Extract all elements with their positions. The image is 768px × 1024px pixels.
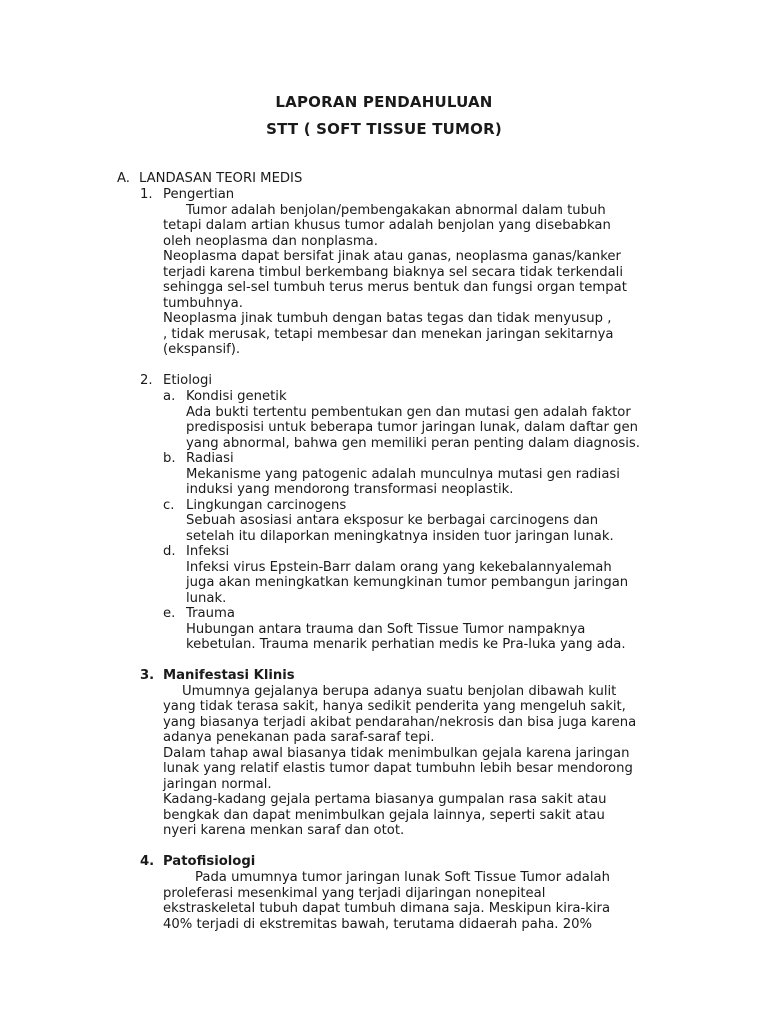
paragraph-line: tumbuhnya. — [163, 296, 243, 311]
paragraph-line: (ekspansif). — [163, 342, 241, 357]
paragraph-line: yang tidak terasa sakit, hanya sedikit penderita yang mengeluh sakit, — [163, 699, 626, 714]
paragraph-line: Hubungan antara trauma dan Soft Tissue Tumor nampaknya — [186, 622, 586, 637]
section-4-heading: Patofisiologi — [163, 854, 256, 869]
paragraph-line: Infeksi virus Epstein-Barr dalam orang yang kekebalannyalemah — [186, 560, 612, 575]
paragraph-line: predisposisi untuk beberapa tumor jaringan lunak, dalam daftar gen — [186, 420, 638, 435]
paragraph-line: proleferasi mesenkimal yang terjadi dijaringan nonepiteal — [163, 886, 546, 901]
paragraph-line: adanya penekanan pada saraf-saraf tepi. — [163, 730, 435, 745]
document-subtitle: STT ( SOFT TISSUE TUMOR) — [266, 120, 502, 138]
paragraph-line: induksi yang mendorong transformasi neoplastik. — [186, 482, 514, 497]
paragraph-line: Dalam tahap awal biasanya tidak menimbulkan gejala karena jaringan — [163, 746, 630, 761]
list-letter: b. — [163, 451, 176, 466]
section-2-number: 2. — [140, 373, 153, 388]
paragraph-line: ekstraskeletal tubuh dapat tumbuh dimana saja. Meskipun kira-kira — [163, 901, 611, 916]
paragraph-line: lunak. — [186, 591, 227, 606]
section-2-heading: Etiologi — [163, 373, 213, 388]
list-item-title: Radiasi — [186, 451, 234, 466]
paragraph-line: , tidak merusak, tetapi membesar dan menekan jaringan sekitarnya — [163, 327, 614, 342]
section-3-number: 3. — [140, 668, 155, 683]
paragraph-line: oleh neoplasma dan nonplasma. — [163, 234, 378, 249]
paragraph-line: Tumor adalah benjolan/pembengakakan abnormal dalam tubuh — [186, 203, 606, 218]
paragraph-line: Pada umumnya tumor jaringan lunak Soft Tissue Tumor adalah — [195, 870, 610, 885]
section-4-number: 4. — [140, 854, 155, 869]
paragraph-line: setelah itu dilaporkan meningkatnya insiden tuor jaringan lunak. — [186, 529, 614, 544]
paragraph-line: yang abnormal, bahwa gen memiliki peran penting dalam diagnosis. — [186, 436, 640, 451]
paragraph-line: 40% terjadi di ekstremitas bawah, terutama didaerah paha. 20% — [163, 917, 593, 932]
paragraph-line: bengkak dan dapat menimbulkan gejala lainnya, seperti sakit atau — [163, 808, 605, 823]
paragraph-line: terjadi karena timbul berkembang biaknya sel secara tidak terkendali — [163, 265, 623, 280]
list-letter: c. — [163, 498, 175, 513]
paragraph-line: Umumnya gejalanya berupa adanya suatu benjolan dibawah kulit — [182, 684, 617, 699]
section-1-number: 1. — [140, 187, 153, 202]
paragraph-line: Neoplasma dapat bersifat jinak atau ganas, neoplasma ganas/kanker — [163, 249, 621, 264]
document-title: LAPORAN PENDAHULUAN — [275, 93, 493, 111]
list-letter: e. — [163, 606, 176, 621]
paragraph-line: yang biasanya terjadi akibat pendarahan/nekrosis dan bisa juga karena — [163, 715, 637, 730]
paragraph-line: Ada bukti tertentu pembentukan gen dan mutasi gen adalah faktor — [186, 405, 631, 420]
section-3-heading: Manifestasi Klinis — [163, 668, 295, 683]
list-letter: a. — [163, 389, 176, 404]
paragraph-line: tetapi dalam artian khusus tumor adalah benjolan yang disebabkan — [163, 218, 611, 233]
paragraph-line: kebetulan. Trauma menarik perhatian medis ke Pra-luka yang ada. — [186, 637, 626, 652]
paragraph-line: Mekanisme yang patogenic adalah munculnya mutasi gen radiasi — [186, 467, 620, 482]
section-a-marker: A. — [117, 171, 130, 186]
paragraph-line: nyeri karena menkan saraf dan otot. — [163, 823, 405, 838]
list-item-title: Trauma — [186, 606, 235, 621]
paragraph-line: juga akan meningkatkan kemungkinan tumor pembangun jaringan — [186, 575, 629, 590]
list-letter: d. — [163, 544, 176, 559]
paragraph-line: Sebuah asosiasi antara eksposur ke berbagai carcinogens dan — [186, 513, 599, 528]
paragraph-line: lunak yang relatif elastis tumor dapat tumbuhn lebih besar mendorong — [163, 761, 633, 776]
list-item-title: Kondisi genetik — [186, 389, 287, 404]
list-item-title: Infeksi — [186, 544, 230, 559]
paragraph-line: jaringan normal. — [163, 777, 272, 792]
section-1-heading: Pengertian — [163, 187, 235, 202]
paragraph-line: sehingga sel-sel tumbuh terus merus bentuk dan fungsi organ tempat — [163, 280, 627, 295]
paragraph-line: Kadang-kadang gejala pertama biasanya gumpalan rasa sakit atau — [163, 792, 607, 807]
paragraph-line: Neoplasma jinak tumbuh dengan batas tegas dan tidak menyusup , — [163, 311, 612, 326]
section-a-heading: LANDASAN TEORI MEDIS — [139, 171, 303, 186]
list-item-title: Lingkungan carcinogens — [186, 498, 347, 513]
